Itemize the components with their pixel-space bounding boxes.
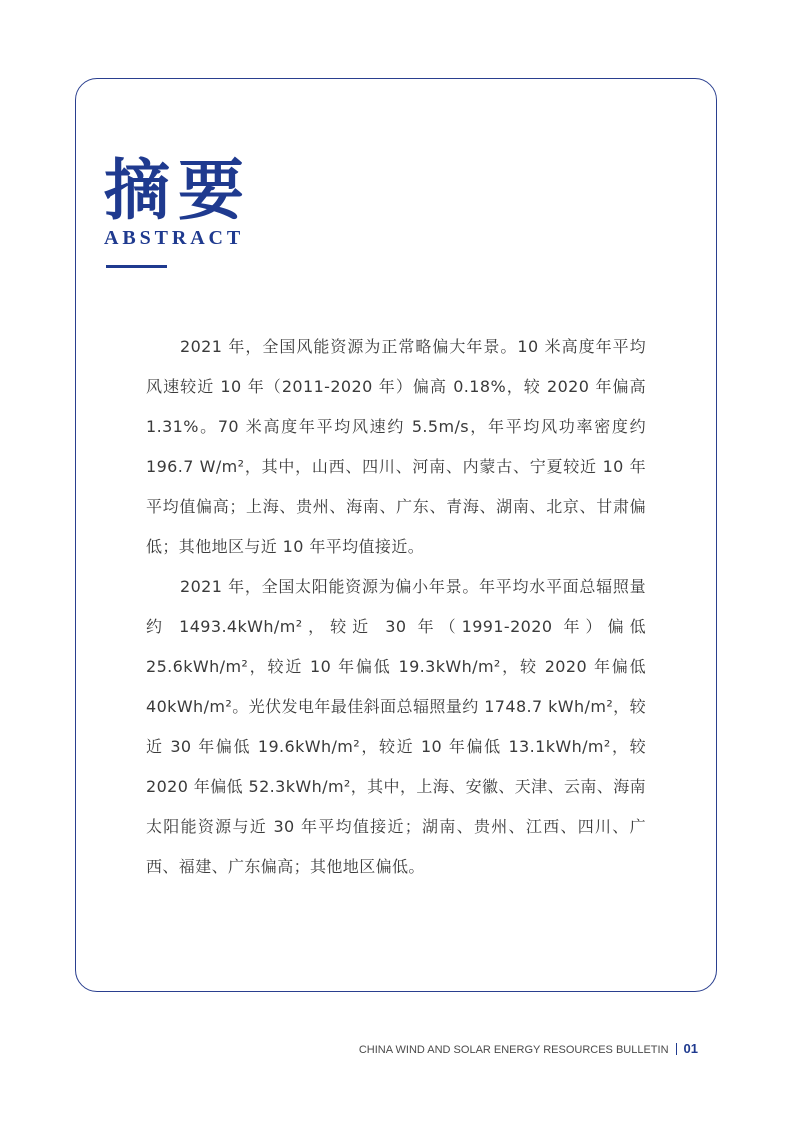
page-subtitle: ABSTRACT <box>104 227 245 249</box>
abstract-body <box>146 327 646 887</box>
paragraph-solar: 2021 年，全国太阳能资源为偏小年景。年平均水平面总辐照量约 1493.4kWh/m²，较近 30 年（1991-2020 年）偏低 25.6kWh/m²，较近 10 年偏低 19.3kWh/m²，较 2020 年偏低 40kWh/m²。光伏发电年最佳斜面总辐照量约 1748.7 kWh/m²，较近 30 年偏低 19.6kWh/m²，较近 10 年偏低 13.1kWh/m²，较 2020 年偏低 52.3kWh/m²，其中，上海、安徽、天津、云南、海南太阳能资源与近 30 年平均值接近；湖南、贵州、江西、四川、广西、福建、广东偏高；其他地区偏低。 <box>146 577 646 876</box>
page-title: 摘要 <box>104 151 252 229</box>
paragraph-wind: 2021 年，全国风能资源为正常略偏大年景。10 米高度年平均风速较近 10 年（2011-2020 年）偏高 0.18%，较 2020 年偏高 1.31%。70 米高度年平均风速约 5.5m/s，年平均风功率密度约 196.7 W/m²，其中，山西、四川、河南、内蒙古、宁夏较近 10 年平均值偏高；上海、贵州、海南、广东、青海、湖南、北京、甘肃偏低；其他地区与近 10 年平均值接近。 <box>146 337 646 556</box>
footer-divider <box>676 1043 677 1055</box>
page-number: 01 <box>683 1041 698 1056</box>
page-footer <box>359 1041 698 1056</box>
bulletin-title: CHINA WIND AND SOLAR ENERGY RESOURCES BULLETIN <box>358 1044 669 1056</box>
title-underline <box>106 265 167 268</box>
